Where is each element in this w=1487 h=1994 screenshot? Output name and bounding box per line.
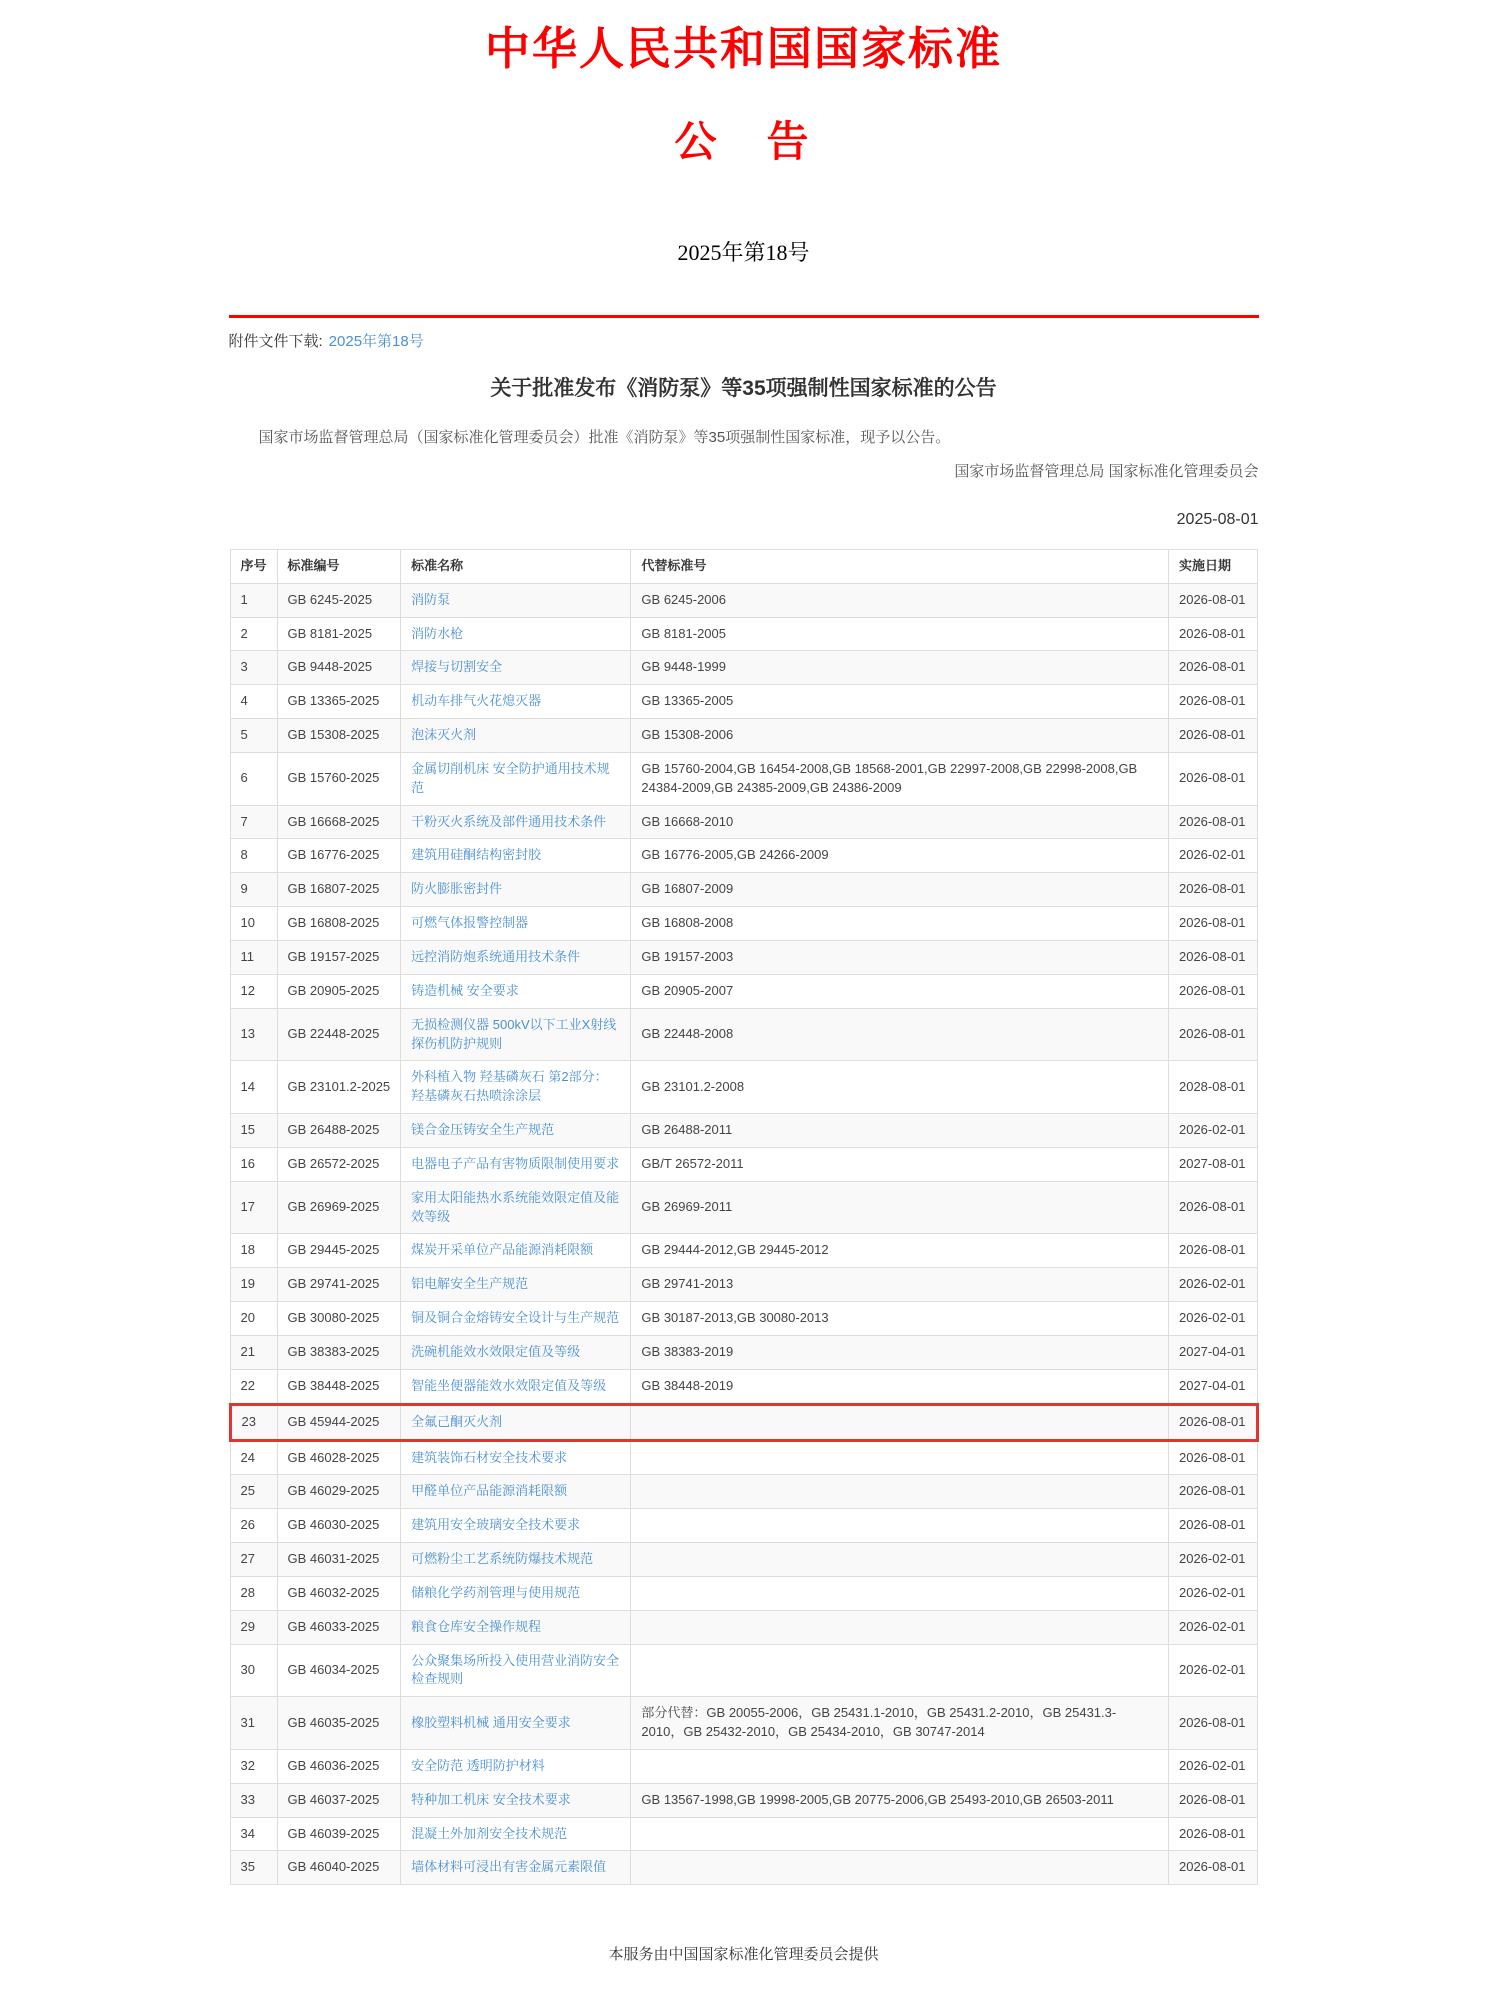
implementation-date: 2027-04-01 [1168,1369,1257,1404]
standard-code: GB 38448-2025 [277,1369,401,1404]
implementation-date: 2026-02-01 [1168,1114,1257,1148]
standard-code: GB 46030-2025 [277,1509,401,1543]
replaced-standards: GB 29444-2012,GB 29445-2012 [631,1234,1169,1268]
standard-name-cell [401,839,631,873]
table-row [230,1302,1257,1336]
standard-code: GB 29445-2025 [277,1234,401,1268]
table-row-highlighted [230,1404,1257,1440]
standard-name-link[interactable]: 镁合金压铸安全生产规范 [411,1122,555,1138]
table-row [230,1061,1257,1114]
table-header-row [230,549,1257,583]
standards-table [229,549,1259,1885]
row-index: 8 [230,839,277,873]
replaced-standards: GB 38383-2019 [631,1335,1169,1369]
replaced-standards: GB 23101.2-2008 [631,1061,1169,1114]
replaced-standards: GB 20905-2007 [631,974,1169,1008]
row-index: 5 [230,719,277,753]
standard-code: GB 26488-2025 [277,1114,401,1148]
table-row [230,1475,1257,1509]
row-index: 6 [230,752,277,805]
standard-code: GB 46039-2025 [277,1817,401,1851]
standard-name-link[interactable]: 防火膨胀密封件 [411,881,503,897]
implementation-date: 2026-08-01 [1168,685,1257,719]
table-row [230,974,1257,1008]
replaced-standards [631,1749,1169,1783]
implementation-date: 2026-02-01 [1168,1543,1257,1577]
implementation-date: 2026-08-01 [1168,805,1257,839]
standard-name-link[interactable]: 粮食仓库安全操作规程 [411,1618,542,1634]
standard-code: GB 15308-2025 [277,719,401,753]
row-index: 18 [230,1234,277,1268]
standard-name-link[interactable]: 电器电子产品有害物质限制使用要求 [411,1155,620,1171]
table-row [230,873,1257,907]
row-index: 34 [230,1817,277,1851]
row-index: 28 [230,1576,277,1610]
standard-name-cell [401,1543,631,1577]
standard-name-cell [401,1440,631,1475]
implementation-date: 2026-08-01 [1168,1783,1257,1817]
row-index: 1 [230,583,277,617]
standard-code: GB 16808-2025 [277,907,401,941]
row-index: 31 [230,1697,277,1750]
implementation-date: 2026-02-01 [1168,1302,1257,1336]
standard-name-cell [401,1475,631,1509]
standard-name-cell [401,941,631,975]
table-row [230,1610,1257,1644]
attachment-label: 附件文件下载: [228,332,323,350]
implementation-date: 2027-04-01 [1168,1335,1257,1369]
standard-name-cell [401,1114,631,1148]
implementation-date: 2026-08-01 [1168,651,1257,685]
row-index: 13 [230,1008,277,1061]
standard-name-link[interactable]: 建筑用安全玻璃安全技术要求 [411,1517,581,1533]
sub-title: 公 告 [674,120,813,166]
standard-name-link[interactable]: 外科植入物 羟基磷灰石 第2部分：羟基磷灰石热喷涂涂层 [411,1069,608,1104]
standard-name-cell [401,1268,631,1302]
table-row [230,805,1257,839]
replaced-standards: GB 15308-2006 [631,719,1169,753]
implementation-date: 2026-08-01 [1168,873,1257,907]
replaced-standards [631,1440,1169,1475]
table-row [230,1783,1257,1817]
document-header [229,22,1259,267]
table-header-cell: 序号 [230,549,277,583]
standard-code: GB 46037-2025 [277,1783,401,1817]
implementation-date: 2027-08-01 [1168,1147,1257,1181]
table-row [230,1644,1257,1697]
standard-name-cell [401,1335,631,1369]
standard-name-link[interactable]: 泡沫灭火剂 [411,727,477,743]
standard-name-link[interactable]: 甲醛单位产品能源消耗限额 [411,1483,568,1499]
standard-name-cell [401,651,631,685]
row-index: 17 [230,1181,277,1234]
replaced-standards: GB 26488-2011 [631,1114,1169,1148]
standard-code: GB 46029-2025 [277,1475,401,1509]
row-index: 14 [230,1061,277,1114]
standard-code: GB 46031-2025 [277,1543,401,1577]
replaced-standards: 部分代替：GB 20055-2006，GB 25431.1-2010，GB 25431.2-2010，GB 25431.3-2010，GB 25432-2010，GB 25434-2010，GB 30747-2014 [631,1697,1169,1750]
replaced-standards: GB 22448-2008 [631,1008,1169,1061]
standard-name-cell [401,873,631,907]
table-row [230,1369,1257,1404]
standard-code: GB 29741-2025 [277,1268,401,1302]
standard-name-cell [401,1061,631,1114]
standard-name-link[interactable]: 建筑装饰石材安全技术要求 [411,1449,568,1465]
replaced-standards: GB 29741-2013 [631,1268,1169,1302]
standard-name-link[interactable]: 煤炭开采单位产品能源消耗限额 [411,1242,594,1258]
implementation-date: 2026-02-01 [1168,1644,1257,1697]
standard-code: GB 46034-2025 [277,1644,401,1697]
attachment-link[interactable]: 2025年第18号 [328,332,424,350]
table-row [230,583,1257,617]
table-row [230,1509,1257,1543]
attachment-row [229,330,1259,351]
standard-code: GB 9448-2025 [277,651,401,685]
row-index: 35 [230,1851,277,1885]
row-index: 9 [230,873,277,907]
standard-code: GB 23101.2-2025 [277,1061,401,1114]
implementation-date: 2026-08-01 [1168,1008,1257,1061]
standard-name-cell [401,617,631,651]
standard-name-cell [401,1302,631,1336]
standard-name-link[interactable]: 消防水枪 [411,625,464,641]
standard-name-link[interactable]: 铝电解安全生产规范 [411,1276,529,1292]
standard-name-link[interactable]: 建筑用硅酮结构密封胶 [411,847,542,863]
standard-name-cell [401,719,631,753]
standard-name-cell [401,1181,631,1234]
implementation-date: 2026-08-01 [1168,1817,1257,1851]
implementation-date: 2026-08-01 [1168,1475,1257,1509]
table-row [230,1576,1257,1610]
standard-name-link[interactable]: 机动车排气火花熄灭器 [411,693,542,709]
implementation-date: 2026-08-01 [1168,1697,1257,1750]
table-row [230,1147,1257,1181]
row-index: 7 [230,805,277,839]
table-row [230,1851,1257,1885]
implementation-date: 2026-02-01 [1168,1268,1257,1302]
standard-code: GB 15760-2025 [277,752,401,805]
standard-name-link[interactable]: 特种加工机床 安全技术要求 [411,1791,571,1807]
standard-code: GB 46036-2025 [277,1749,401,1783]
replaced-standards: GB 6245-2006 [631,583,1169,617]
standard-code: GB 46035-2025 [277,1697,401,1750]
row-index: 12 [230,974,277,1008]
table-header-cell: 标准名称 [401,549,631,583]
row-index: 19 [230,1268,277,1302]
table-row [230,1440,1257,1475]
replaced-standards: GB 16668-2010 [631,805,1169,839]
standard-name-link[interactable]: 焊接与切割安全 [411,659,503,675]
standard-name-link[interactable]: 橡胶塑料机械 通用安全要求 [411,1714,571,1730]
standard-name-cell [401,1234,631,1268]
announcement-body: 国家市场监督管理总局（国家标准化管理委员会）批准《消防泵》等35项强制性国家标准，现予以公告。 [258,429,951,447]
replaced-standards: GB 16808-2008 [631,907,1169,941]
table-row [230,752,1257,805]
standard-name-link[interactable]: 消防泵 [411,591,451,607]
standard-name-cell [401,1783,631,1817]
table-row [230,1817,1257,1851]
table-row [230,1181,1257,1234]
replaced-standards: GB 8181-2005 [631,617,1169,651]
replaced-standards: GB 16776-2005,GB 24266-2009 [631,839,1169,873]
standard-name-cell [401,1697,631,1750]
replaced-standards [631,1509,1169,1543]
row-index: 3 [230,651,277,685]
standard-code: GB 46040-2025 [277,1851,401,1885]
row-index: 25 [230,1475,277,1509]
implementation-date: 2026-08-01 [1168,1404,1257,1440]
standard-name-cell [401,583,631,617]
standard-name-link[interactable]: 洗碗机能效水效限定值及等级 [411,1343,581,1359]
replaced-standards: GB 26969-2011 [631,1181,1169,1234]
row-index: 11 [230,941,277,975]
row-index: 21 [230,1335,277,1369]
implementation-date: 2026-08-01 [1168,1440,1257,1475]
standard-name-cell [401,1369,631,1404]
table-row [230,719,1257,753]
standard-code: GB 8181-2025 [277,617,401,651]
implementation-date: 2026-02-01 [1168,1576,1257,1610]
standard-name-cell [401,1008,631,1061]
row-index: 2 [230,617,277,651]
row-index: 26 [230,1509,277,1543]
standard-name-link[interactable]: 全氟己酮灭火剂 [411,1413,503,1429]
standard-name-link[interactable]: 墙体材料可浸出有害金属元素限值 [411,1859,607,1875]
standard-name-link[interactable]: 混凝土外加剂安全技术规范 [411,1825,568,1841]
table-row [230,1234,1257,1268]
implementation-date: 2026-08-01 [1168,1509,1257,1543]
standard-name-cell [401,1147,631,1181]
standard-name-cell [401,1610,631,1644]
issue-number: 2025年第18号 [677,240,810,266]
standard-name-link[interactable]: 可燃粉尘工艺系统防爆技术规范 [411,1551,594,1567]
standard-name-link[interactable]: 远控消防炮系统通用技术条件 [411,949,581,964]
row-index: 24 [230,1440,277,1475]
implementation-date: 2028-08-01 [1168,1061,1257,1114]
standard-code: GB 45944-2025 [277,1404,401,1440]
standard-code: GB 13365-2025 [277,685,401,719]
table-row [230,617,1257,651]
announcement-title: 关于批准发布《消防泵》等35项强制性国家标准的公告 [490,376,997,400]
standard-name-link[interactable]: 干粉灭火系统及部件通用技术条件 [411,813,607,829]
standard-name-link[interactable]: 无损检测仪器 500kV以下工业X射线探伤机防护规则 [411,1016,617,1051]
replaced-standards [631,1851,1169,1885]
standard-code: GB 16807-2025 [277,873,401,907]
standard-code: GB 38383-2025 [277,1335,401,1369]
standard-name-link[interactable]: 铸造机械 安全要求 [411,982,519,998]
implementation-date: 2026-02-01 [1168,1749,1257,1783]
table-row [230,1543,1257,1577]
standard-name-link[interactable]: 金属切削机床 安全防护通用技术规范 [411,760,610,795]
table-row [230,651,1257,685]
replaced-standards [631,1817,1169,1851]
row-index: 20 [230,1302,277,1336]
table-row [230,1335,1257,1369]
table-row [230,941,1257,975]
replaced-standards [631,1576,1169,1610]
standard-code: GB 46032-2025 [277,1576,401,1610]
standard-name-cell [401,752,631,805]
implementation-date: 2026-08-01 [1168,719,1257,753]
page-container [229,0,1259,1994]
row-index: 22 [230,1369,277,1404]
replaced-standards: GB 15760-2004,GB 16454-2008,GB 18568-2001,GB 22997-2008,GB 22998-2008,GB 24384-2009,GB 24385-2009,GB 24386-2009 [631,752,1169,805]
standard-name-link[interactable]: 家用太阳能热水系统能效限定值及能效等级 [411,1189,620,1224]
standard-code: GB 26572-2025 [277,1147,401,1181]
standard-code: GB 6245-2025 [277,583,401,617]
replaced-standards [631,1475,1169,1509]
row-index: 15 [230,1114,277,1148]
row-index: 32 [230,1749,277,1783]
standard-code: GB 16668-2025 [277,805,401,839]
standard-code: GB 16776-2025 [277,839,401,873]
table-row [230,1114,1257,1148]
standard-name-cell [401,1851,631,1885]
row-index: 23 [230,1404,277,1440]
table-header-cell: 代替标准号 [631,549,1169,583]
row-index: 4 [230,685,277,719]
standard-name-cell [401,1817,631,1851]
implementation-date: 2026-08-01 [1168,1851,1257,1885]
replaced-standards: GB 9448-1999 [631,651,1169,685]
standard-name-cell [401,974,631,1008]
replaced-standards: GB 30187-2013,GB 30080-2013 [631,1302,1169,1336]
row-index: 30 [230,1644,277,1697]
replaced-standards [631,1610,1169,1644]
table-row [230,1697,1257,1750]
table-row [230,1008,1257,1061]
table-row [230,1268,1257,1302]
standard-code: GB 26969-2025 [277,1181,401,1234]
standard-name-link[interactable]: 智能坐便器能效水效限定值及等级 [411,1377,607,1393]
standard-code: GB 46028-2025 [277,1440,401,1475]
table-header-cell: 标准编号 [277,549,401,583]
standard-name-cell [401,1404,631,1440]
row-index: 10 [230,907,277,941]
replaced-standards: GB 13365-2005 [631,685,1169,719]
table-row [230,907,1257,941]
standard-code: GB 46033-2025 [277,1610,401,1644]
footer-text: 本服务由中国国家标准化管理委员会提供 [608,1946,879,1964]
standard-name-cell [401,1509,631,1543]
table-body [230,583,1257,1885]
replaced-standards: GB 38448-2019 [631,1369,1169,1404]
implementation-date: 2026-08-01 [1168,617,1257,651]
standard-code: GB 20905-2025 [277,974,401,1008]
implementation-date: 2026-08-01 [1168,1181,1257,1234]
replaced-standards [631,1543,1169,1577]
replaced-standards [631,1644,1169,1697]
standard-name-link[interactable]: 储粮化学药剂管理与使用规范 [411,1584,581,1600]
announcement-signer: 国家市场监督管理总局 国家标准化管理委员会 [954,463,1259,481]
standard-name-link[interactable]: 铜及铜合金熔铸安全设计与生产规范 [411,1310,620,1326]
replaced-standards: GB 13567-1998,GB 19998-2005,GB 20775-2006,GB 25493-2010,GB 26503-2011 [631,1783,1169,1817]
table-row [230,1749,1257,1783]
replaced-standards: GB 16807-2009 [631,873,1169,907]
standard-name-link[interactable]: 公众聚集场所投入使用营业消防安全检查规则 [411,1652,620,1687]
implementation-date: 2026-08-01 [1168,941,1257,975]
replaced-standards: GB/T 26572-2011 [631,1147,1169,1181]
red-divider-line [229,315,1259,318]
table-row [230,685,1257,719]
standard-name-cell [401,805,631,839]
implementation-date: 2026-08-01 [1168,752,1257,805]
implementation-date: 2026-08-01 [1168,907,1257,941]
implementation-date: 2026-02-01 [1168,1610,1257,1644]
standard-name-cell [401,685,631,719]
standard-name-link[interactable]: 安全防范 透明防护材料 [411,1757,545,1773]
table-header-cell: 实施日期 [1168,549,1257,583]
standard-name-cell [401,1576,631,1610]
replaced-standards: GB 19157-2003 [631,941,1169,975]
implementation-date: 2026-08-01 [1168,974,1257,1008]
announcement-date: 2025-08-01 [1176,511,1259,529]
implementation-date: 2026-08-01 [1168,1234,1257,1268]
standard-name-cell [401,1749,631,1783]
standard-name-cell [401,907,631,941]
implementation-date: 2026-08-01 [1168,583,1257,617]
standard-name-link[interactable]: 可燃气体报警控制器 [411,915,529,931]
table-row [230,839,1257,873]
main-title: 中华人民共和国国家标准 [484,24,1002,74]
row-index: 33 [230,1783,277,1817]
replaced-standards [631,1404,1169,1440]
standard-code: GB 19157-2025 [277,941,401,975]
row-index: 16 [230,1147,277,1181]
standard-code: GB 22448-2025 [277,1008,401,1061]
row-index: 29 [230,1610,277,1644]
standard-code: GB 30080-2025 [277,1302,401,1336]
implementation-date: 2026-02-01 [1168,839,1257,873]
row-index: 27 [230,1543,277,1577]
standard-name-cell [401,1644,631,1697]
